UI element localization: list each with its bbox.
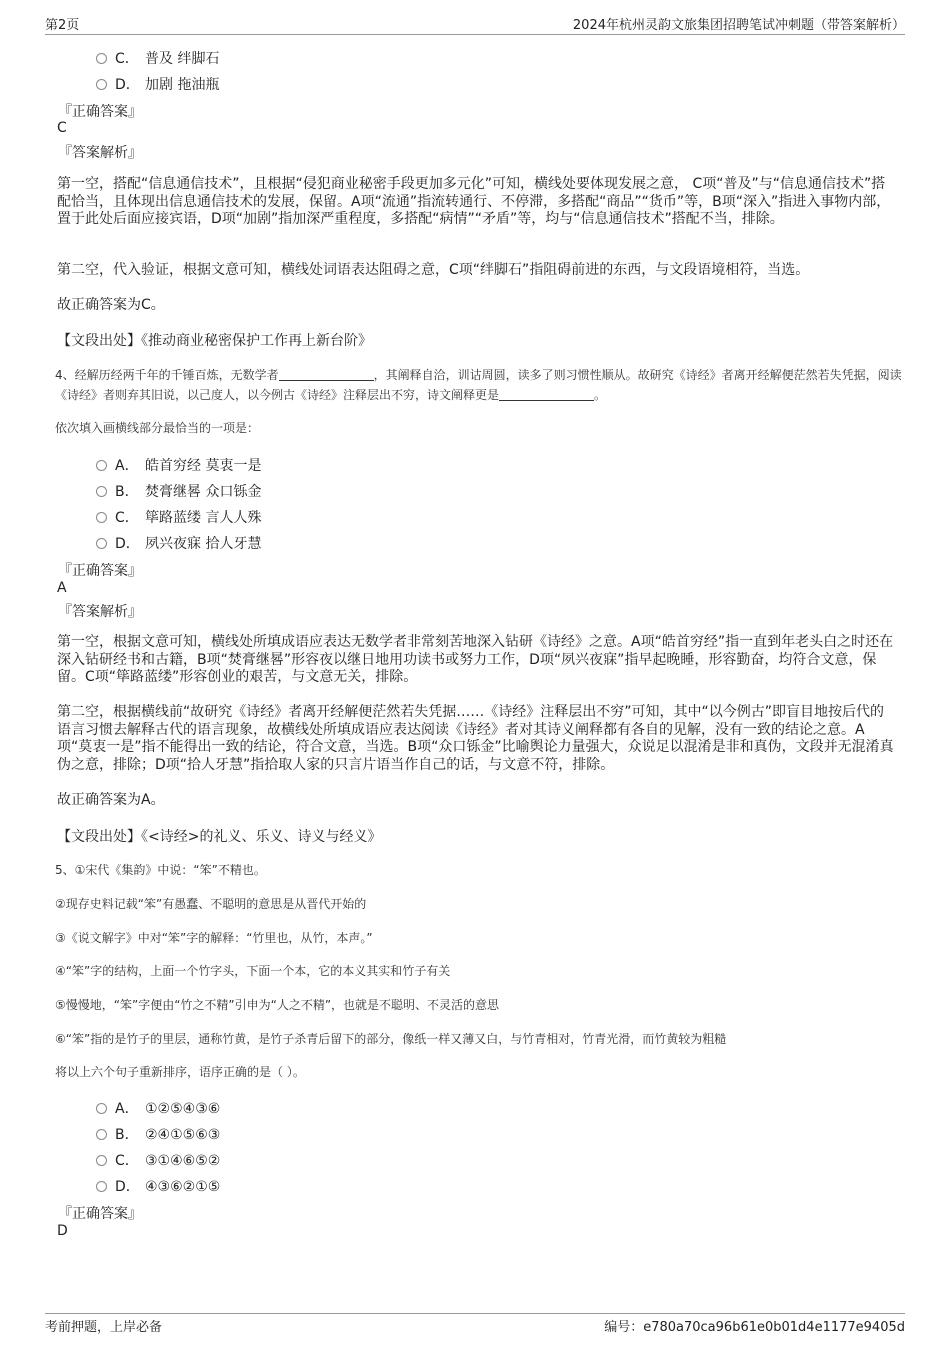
q5-option-a[interactable]: A． ①②⑤④③⑥ xyxy=(96,1098,220,1118)
q4-analysis-1: 第一空，根据文意可知，横线处所填成语应表达无数学者非常刻苦地深入钻研《诗经》之意。A项“皓首穷经”指一直到年老头白之时还在深入钻研经书和古籍，B项“焚膏继晷”形容夜以继日地用功读书或努力工作，D项“夙兴夜寐”指早起晚睡，形容勤奋，均符合文意，保留。C项“筚路蓝缕”形容创业的艰苦，与文意无关，排除。 xyxy=(57,634,894,685)
q4-analysis-label: 『答案解析』 xyxy=(58,604,142,620)
page-number: 第2页 xyxy=(45,18,80,33)
q4-analysis-2: 第二空，根据横线前“故研究《诗经》者离开经解便茫然若失凭据……《诗经》注释层出不穷”可知，其中“以今例古”即盲目地按后代的语言习惯去解释古代的语言现象，故横线处所填成语应表达阅读《诗经》者对其诗义阐释都有各自的见解，没有一致的结论之意。A项“莫衷一是”指不能得出一致的结论，符合文意，当选。B项“众口铄金”比喻舆论力量强大，众说足以混淆是非和真伪，文段并无混淆真伪之意，排除；D项“拾人牙慧”指拾取人家的只言片语当作自己的话，与文意不符，排除。 xyxy=(57,704,894,773)
radio-icon[interactable] xyxy=(96,53,107,64)
q3-source: 【文段出处】《推动商业秘密保护工作再上新台阶》 xyxy=(57,333,372,349)
q5-line-2: ②现存史料记载“笨”有愚蠢、不聪明的意思是从晋代开始的 xyxy=(55,897,367,911)
q5-line-6: ⑥“笨”指的是竹子的里层，通称竹黄，是竹子杀青后留下的部分，像纸一样又薄又白，与竹青相对，竹青光滑，而竹黄较为粗糙 xyxy=(55,1032,727,1046)
radio-icon[interactable] xyxy=(96,538,107,549)
q3-analysis-2: 第二空，代入验证，根据文意可知，横线处词语表达阻碍之意，C项“绊脚石”指阻碍前进的东西，与文段语境相符，当选。 xyxy=(57,262,810,278)
q5-option-b[interactable]: B． ②④①⑤⑥③ xyxy=(96,1124,220,1144)
page-footer xyxy=(45,1313,905,1335)
q4-source: 【文段出处】《<诗经>的礼义、乐义、诗义与经义》 xyxy=(57,829,382,845)
q4-option-c[interactable]: C． 筚路蓝缕 言人人殊 xyxy=(96,507,261,527)
q4-option-a[interactable]: A． 皓首穷经 莫衷一是 xyxy=(96,455,261,475)
q5-line-4: ④“笨”字的结构，上面一个竹字头，下面一个本，它的本义其实和竹子有关 xyxy=(55,964,451,978)
radio-icon[interactable] xyxy=(96,512,107,523)
q5-answer-label: 『正确答案』 xyxy=(58,1206,142,1222)
q4-analysis-3: 故正确答案为A。 xyxy=(57,792,165,808)
q3-analysis-1: 第一空，搭配“信息通信技术”，且根据“侵犯商业秘密手段更加多元化”可知，横线处要体现发展之意， C项“普及”与“信息通信技术”搭配恰当，且体现出信息通信技术的发展，保留。A项“流通”指流转通行、不停滞，多搭配“商品”“货币”等，B项“深入”指进入事物内部，置于此处后面应接宾语，D项“加剧”指加深严重程度，多搭配“病情”“矛盾”等，均与“信息通信技术”搭配不当，排除。 xyxy=(57,176,891,227)
q3-option-d[interactable]: D． 加剧 拖油瓶 xyxy=(96,74,219,94)
q3-answer: C xyxy=(57,120,67,136)
document-id: 编号：e780a70ca96b61e0b01d4e1177e9405d xyxy=(604,1320,905,1335)
radio-icon[interactable] xyxy=(96,1155,107,1166)
radio-icon[interactable] xyxy=(96,79,107,90)
q5-line-1: 5、①宋代《集韵》中说：“笨”不精也。 xyxy=(55,863,266,877)
q3-answer-label: 『正确答案』 xyxy=(58,104,142,120)
document-title: 2024年杭州灵韵文旅集团招聘笔试冲刺题（带答案解析） xyxy=(572,18,905,33)
radio-icon[interactable] xyxy=(96,460,107,471)
q4-prompt: 依次填入画横线部分最恰当的一项是： xyxy=(55,421,260,435)
q5-option-d[interactable]: D． ④③⑥②①⑤ xyxy=(96,1176,220,1196)
q4-answer: A xyxy=(57,580,67,596)
q5-answer: D xyxy=(57,1223,68,1239)
q4-option-b[interactable]: B． 焚膏继晷 众口铄金 xyxy=(96,481,261,501)
q4-option-d[interactable]: D． 夙兴夜寐 拾人牙慧 xyxy=(96,533,261,553)
q3-option-c[interactable]: C． 普及 绊脚石 xyxy=(96,48,219,68)
radio-icon[interactable] xyxy=(96,1129,107,1140)
footer-slogan: 考前押题，上岸必备 xyxy=(45,1320,163,1335)
blank-line xyxy=(279,368,374,381)
q3-analysis-label: 『答案解析』 xyxy=(58,145,142,161)
radio-icon[interactable] xyxy=(96,1103,107,1114)
q4-answer-label: 『正确答案』 xyxy=(58,563,142,579)
radio-icon[interactable] xyxy=(96,486,107,497)
blank-line xyxy=(499,388,594,401)
q4-stem: 4、经解历经两千年的千锤百炼，无数学者 ，其阐释自洽，训诂周圆，读多了则习惯性顺从。故研究《诗经》者离开经解便茫然若失凭据，阅读《诗经》者则弃其旧说，以己度人，以今例古《诗经》注释层出不穷，诗文阐释更是 。 xyxy=(55,368,902,402)
radio-icon[interactable] xyxy=(96,1181,107,1192)
q3-analysis-3: 故正确答案为C。 xyxy=(57,297,165,313)
q5-line-3: ③《说文解字》中对“笨”字的解释：“竹里也，从竹，本声。” xyxy=(55,931,373,945)
q5-option-c[interactable]: C． ③①④⑥⑤② xyxy=(96,1150,220,1170)
q5-line-5: ⑤慢慢地，“笨”字便由“竹之不精”引申为“人之不精”，也就是不聪明、不灵活的意思 xyxy=(55,998,500,1012)
page-header xyxy=(45,12,905,35)
q5-prompt: 将以上六个句子重新排序，语序正确的是（ ）。 xyxy=(55,1065,305,1079)
